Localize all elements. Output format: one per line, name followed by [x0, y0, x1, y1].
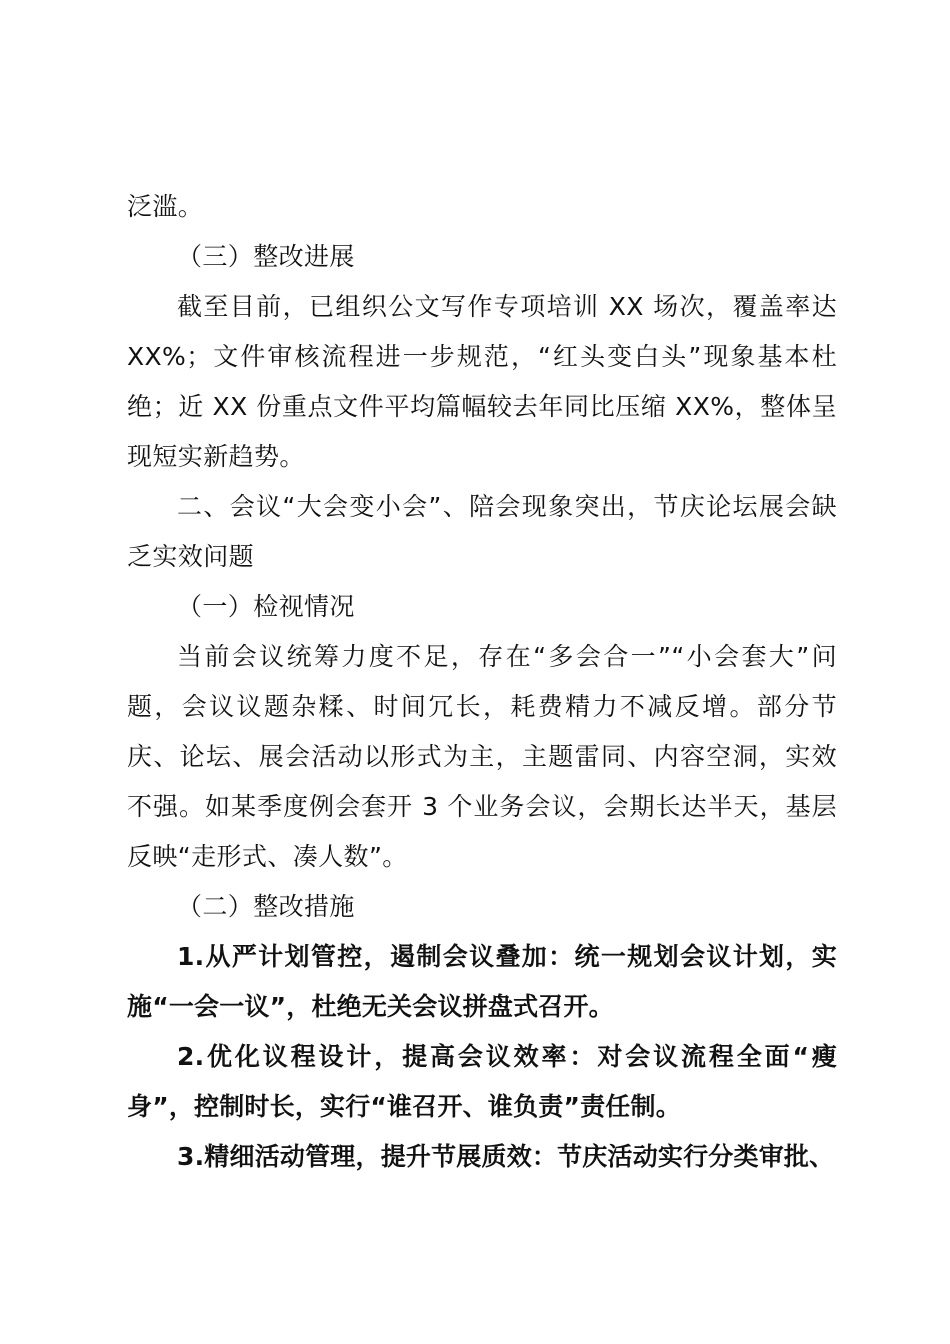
paragraph-inspection-body: 当前会议统筹力度不足，存在“多会合一”“小会套大”问题，会议议题杂糅、时间冗长，耗费精力不减反增。部分节庆、论坛、展会活动以形式为主，主题雷同、内容空洞，实效不强。如某季度例会套开 3 个业务会议，会期长达半天，基层反映“走形式、凑人数”。 [127, 642, 837, 871]
subheading-measures: （二）整改措施 [177, 892, 355, 921]
measure-item-1: 1.从严计划管控，遏制会议叠加：统一规划会议计划，实施“一会一议”，杜绝无关会议拼盘式召开。 [127, 942, 837, 1021]
paragraph-progress-body: 截至目前，已组织公文写作专项培训 XX 场次，覆盖率达 XX%；文件审核流程进一步规范，“红头变白头”现象基本杜绝；近 XX 份重点文件平均篇幅较去年同比压缩 XX%，整体呈现短实新趋势。 [127, 292, 837, 471]
paragraph-continuation: 泛滥。 [127, 192, 204, 221]
section-heading-meetings: 二、会议“大会变小会”、陪会现象突出，节庆论坛展会缺乏实效问题 [127, 492, 837, 571]
measure-item-3: 3.精细活动管理，提升节展质效：节庆活动实行分类审批、 [177, 1142, 835, 1171]
subheading-progress: （三）整改进展 [177, 242, 355, 271]
subheading-inspection: （一）检视情况 [177, 592, 355, 621]
measure-item-2: 2.优化议程设计，提高会议效率：对会议流程全面“瘦身”，控制时长，实行“谁召开、谁负责”责任制。 [127, 1042, 837, 1121]
document-body [127, 182, 837, 1182]
